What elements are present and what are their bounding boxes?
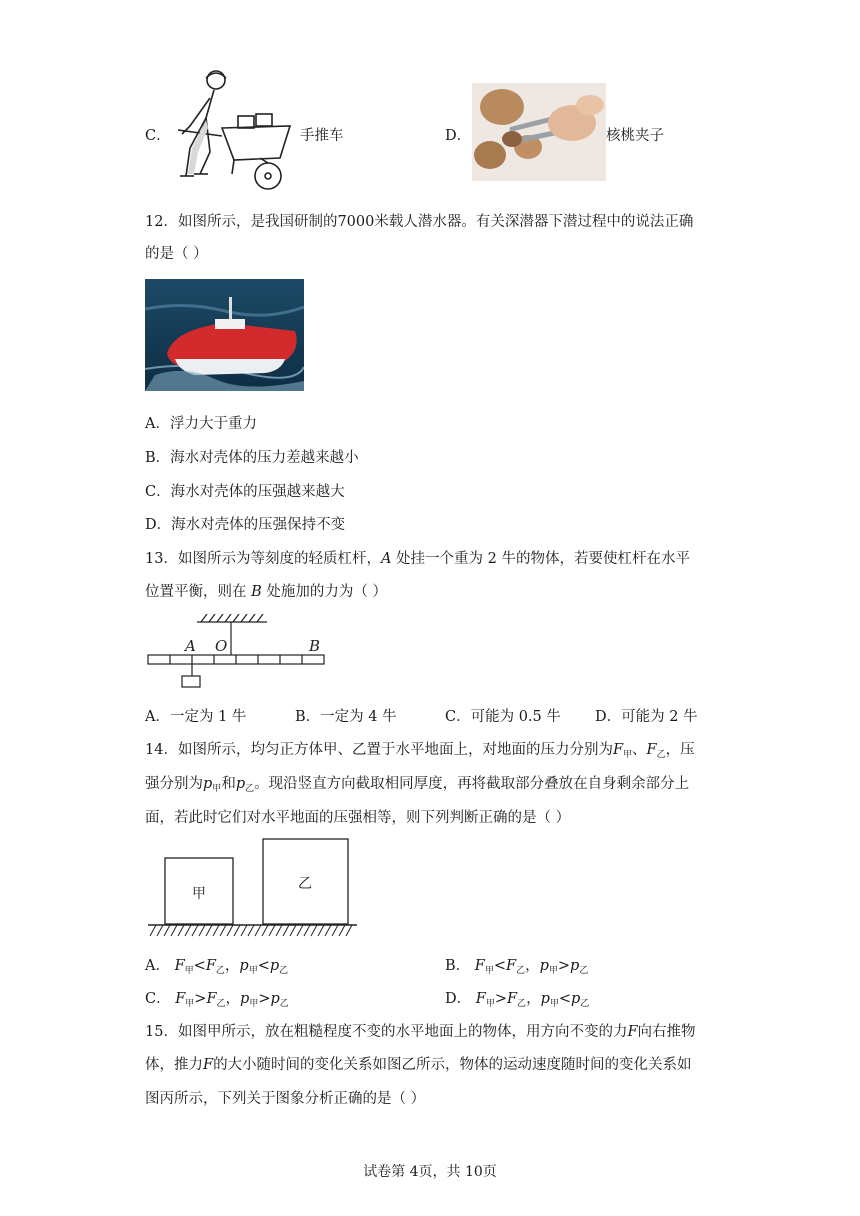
- q12-option-d: D．海水对壳体的压强保持不变: [145, 517, 346, 533]
- q14-option-a: A． $F_甲<F_乙$，$p_甲<p_乙$: [145, 958, 289, 976]
- q14-text-line3: 面，若此时它们对水平地面的压强相等，则下列判断正确的是（ ）: [145, 810, 571, 826]
- page-footer: 试卷第 4页，共 10页: [363, 1164, 497, 1180]
- cubes-figure: [145, 836, 360, 940]
- q15-text-line2: 体，推力F的大小随时间的变化关系如图乙所示，物体的运动速度随时间的变化关系如: [145, 1057, 692, 1073]
- q14-text-line2: 强分别为$p_甲$和$p_乙$。现沿竖直方向截取相同厚度，再将截取部分叠放在自身剩余部分上: [145, 776, 690, 794]
- q13-option-b: B．一定为 4 牛: [295, 709, 397, 725]
- q12-option-a: A．浮力大于重力: [145, 416, 257, 432]
- option-d-label: D．: [445, 128, 472, 144]
- q13-option-c: C．可能为 0.5 牛: [445, 709, 561, 725]
- wheelbarrow-caption: 手推车: [300, 128, 344, 144]
- q13-text-line2: 位置平衡，则在 B 处施加的力为（ ）: [145, 584, 387, 600]
- q15-text-line1: 15．如图甲所示，放在粗糙程度不变的水平地面上的物体，用方向不变的力F向右推物: [145, 1024, 696, 1040]
- q12-text-line1: 12．如图所示，是我国研制的7000米载人潜水器。有关深潜器下潜过程中的说法正确: [145, 214, 694, 230]
- nutcracker-caption: 核桃夹子: [606, 128, 664, 144]
- lever-label-o: O: [215, 637, 228, 655]
- submersible-photo: [145, 279, 304, 391]
- q13-text-line1: 13．如图所示为等刻度的轻质杠杆，A 处挂一个重为 2 牛的物体，若要使杠杆在水平: [145, 551, 690, 567]
- q13-option-a: A．一定为 1 牛: [145, 709, 247, 725]
- q14-option-b: B． $F_甲<F_乙$，$p_甲>p_乙$: [445, 958, 589, 976]
- q15-text-line3: 图丙所示，下列关于图象分析正确的是（ ）: [145, 1091, 426, 1107]
- lever-label-a: A: [185, 637, 196, 655]
- nutcracker-figure: [472, 83, 606, 181]
- q14-option-c: C． $F_甲>F_乙$，$p_甲>p_乙$: [145, 991, 289, 1009]
- lever-label-b: B: [309, 637, 321, 655]
- q12-option-b: B．海水对壳体的压力差越来越小: [145, 450, 359, 466]
- wheelbarrow-figure: [160, 68, 300, 194]
- option-c-label: C．: [145, 128, 171, 144]
- q14-option-d: D． $F_甲>F_乙$，$p_甲<p_乙$: [445, 991, 590, 1009]
- q12-option-c: C．海水对壳体的压强越来越大: [145, 484, 345, 500]
- cube-yi-label: 乙: [298, 876, 312, 892]
- q12-text-line2: 的是（ ）: [145, 246, 208, 262]
- q14-text-line1: 14．如图所示，均匀正方体甲、乙置于水平地面上，对地面的压力分别为$F_甲$、$F_乙$，压: [145, 742, 695, 760]
- cube-jia-label: 甲: [192, 886, 206, 902]
- q13-option-d: D．可能为 2 牛: [595, 709, 698, 725]
- lever-figure: [145, 610, 335, 690]
